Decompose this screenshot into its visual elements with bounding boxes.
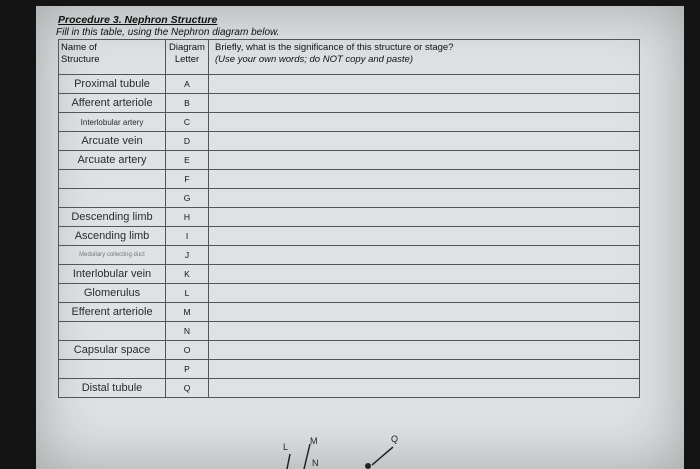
header-structure-name xyxy=(59,40,166,75)
header-letter-line2: Letter xyxy=(174,54,200,65)
diagram-letter-cell: P xyxy=(166,360,209,379)
diagram-letter-cell: D xyxy=(166,132,209,151)
structure-name-cell xyxy=(59,360,166,379)
significance-answer-cell[interactable] xyxy=(209,151,640,170)
significance-answer-cell[interactable] xyxy=(209,265,640,284)
header-letter-line1: Diagram xyxy=(169,42,205,53)
table-row xyxy=(59,360,640,379)
table-row xyxy=(59,284,640,303)
diagram-label-n: N xyxy=(312,458,319,468)
structure-name-cell xyxy=(59,170,166,189)
structure-name-cell: Interlobular vein xyxy=(59,265,166,284)
table-body xyxy=(59,75,640,398)
significance-answer-cell[interactable] xyxy=(209,360,640,379)
structure-name-cell xyxy=(59,322,166,341)
header-significance xyxy=(209,40,640,75)
nephron-diagram-fragment xyxy=(250,432,450,469)
structure-name-cell: Medullary collecting duct xyxy=(59,246,166,265)
instructions-text: Fill in this table, using the Nephron diagram below. xyxy=(56,27,280,38)
diagram-letter-cell: C xyxy=(166,113,209,132)
header-diagram-letter xyxy=(166,40,209,75)
significance-answer-cell[interactable] xyxy=(209,322,640,341)
diagram-letter-cell: K xyxy=(166,265,209,284)
table-row xyxy=(59,75,640,94)
table-row xyxy=(59,322,640,341)
diagram-letter-cell: M xyxy=(166,303,209,322)
table-header-row xyxy=(59,40,640,75)
significance-answer-cell[interactable] xyxy=(209,94,640,113)
structure-name-cell: Arcuate artery xyxy=(59,151,166,170)
table-row xyxy=(59,227,640,246)
table-row xyxy=(59,151,640,170)
table-row xyxy=(59,265,640,284)
table-row xyxy=(59,341,640,360)
diagram-lines xyxy=(250,432,450,469)
significance-answer-cell[interactable] xyxy=(209,75,640,94)
diagram-letter-cell: B xyxy=(166,94,209,113)
diagram-letter-cell: I xyxy=(166,227,209,246)
header-sig-line2: (Use your own words; do NOT copy and paste) xyxy=(215,54,414,65)
significance-answer-cell[interactable] xyxy=(209,132,640,151)
diagram-label-q: Q xyxy=(391,434,399,444)
table-row xyxy=(59,303,640,322)
structure-name-cell: Ascending limb xyxy=(59,227,166,246)
significance-answer-cell[interactable] xyxy=(209,227,640,246)
header-name-line1: Name of xyxy=(61,42,97,53)
structure-name-cell: Capsular space xyxy=(59,341,166,360)
table-row xyxy=(59,94,640,113)
table-row xyxy=(59,113,640,132)
table-row xyxy=(59,208,640,227)
procedure-title: Procedure 3. Nephron Structure xyxy=(58,14,218,26)
header-name-line2: Structure xyxy=(61,54,100,65)
significance-answer-cell[interactable] xyxy=(209,341,640,360)
structure-name-cell: Distal tubule xyxy=(59,379,166,398)
table-row xyxy=(59,189,640,208)
diagram-letter-cell: H xyxy=(166,208,209,227)
table-row xyxy=(59,170,640,189)
structure-name-cell: Efferent arteriole xyxy=(59,303,166,322)
diagram-label-l: L xyxy=(283,442,289,452)
significance-answer-cell[interactable] xyxy=(209,379,640,398)
diagram-letter-cell: A xyxy=(166,75,209,94)
diagram-letter-cell: J xyxy=(166,246,209,265)
significance-answer-cell[interactable] xyxy=(209,246,640,265)
diagram-letter-cell: E xyxy=(166,151,209,170)
diagram-letter-cell: G xyxy=(166,189,209,208)
table-row xyxy=(59,132,640,151)
significance-answer-cell[interactable] xyxy=(209,170,640,189)
structure-name-cell xyxy=(59,189,166,208)
nephron-structure-table xyxy=(58,39,640,398)
diagram-label-m: M xyxy=(310,436,318,446)
significance-answer-cell[interactable] xyxy=(209,113,640,132)
significance-answer-cell[interactable] xyxy=(209,303,640,322)
significance-answer-cell[interactable] xyxy=(209,189,640,208)
diagram-letter-cell: N xyxy=(166,322,209,341)
table-row xyxy=(59,246,640,265)
structure-name-cell: Proximal tubule xyxy=(59,75,166,94)
structure-name-cell: Glomerulus xyxy=(59,284,166,303)
structure-name-cell: Afferent arteriole xyxy=(59,94,166,113)
significance-answer-cell[interactable] xyxy=(209,208,640,227)
diagram-letter-cell: L xyxy=(166,284,209,303)
header-sig-line1: Briefly, what is the significance of this structure or stage? xyxy=(215,42,454,53)
diagram-letter-cell: Q xyxy=(166,379,209,398)
significance-answer-cell[interactable] xyxy=(209,284,640,303)
diagram-letter-cell: F xyxy=(166,170,209,189)
table-row xyxy=(59,379,640,398)
diagram-letter-cell: O xyxy=(166,341,209,360)
structure-name-cell: Arcuate vein xyxy=(59,132,166,151)
structure-name-cell: Descending limb xyxy=(59,208,166,227)
structure-name-cell: Interlobular artery xyxy=(59,113,166,132)
